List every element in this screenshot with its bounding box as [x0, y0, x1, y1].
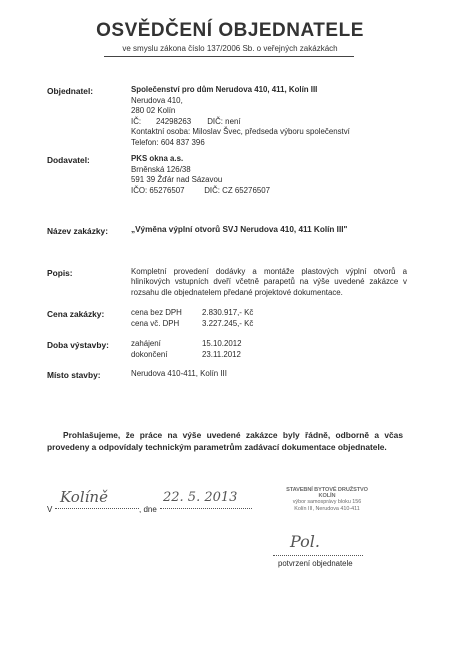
objednatel-city: 280 02 Kolín [131, 106, 176, 116]
confirm-label: potvrzení objednatele [278, 559, 353, 568]
doba-row [131, 339, 242, 350]
cena-row [131, 308, 253, 319]
date-dotted-line [160, 508, 252, 509]
declaration-text: Prohlašujeme, že práce na výše uvedené zakázce byly řádně, odborně a včas provedeny a odpovídaly technickým parametrům zadávací dokumentace objednatele. [47, 430, 403, 452]
cena-row-value: 2.830.917,- Kč [202, 308, 254, 317]
dodavatel-dic: DIČ: CZ 65276507 [204, 185, 270, 195]
misto-value: Nerudova 410-411, Kolín III [131, 369, 227, 378]
objednatel-ic-label: IČ: [131, 116, 142, 126]
doba-label: Doba výstavby: [47, 340, 109, 350]
objednatel-name: Společenství pro dům Nerudova 410, 411, Kolín III [131, 85, 318, 94]
objednatel-dic: DIČ: není [207, 116, 241, 126]
zakazka-value: „Výměna výplní otvorů SVJ Nerudova 410, 411 Kolín III" [131, 225, 348, 234]
title-underline [104, 56, 354, 57]
cena-row-value: 3.227.245,- Kč [202, 318, 254, 328]
misto-label: Místo stavby: [47, 370, 101, 380]
cena-row-name: cena vč. DPH [131, 318, 180, 328]
doba-row-name: dokončení [131, 349, 168, 359]
dodavatel-ids [131, 186, 270, 197]
objednatel-street: Nerudova 410, [131, 95, 183, 105]
zakazka-label: Název zakázky: [47, 226, 108, 236]
objednatel-ids [131, 117, 350, 128]
dodavatel-block [131, 154, 270, 196]
stamp-line: výbor samosprávy bloku 156 [292, 499, 362, 505]
dodavatel-street: Brněnská 126/38 [131, 164, 191, 174]
cena-row-name: cena bez DPH [131, 308, 182, 317]
document-subtitle: ve smyslu zákona číslo 137/2006 Sb. o veřejných zakázkách [122, 44, 338, 53]
stamp-line: Kolín III, Nerudova 410-411 [294, 506, 360, 512]
objednatel-contact: Kontaktní osoba: Miloslav Švec, předseda výboru společenství [131, 127, 350, 137]
doba-row-name: zahájení [131, 339, 161, 348]
v-label: V [47, 505, 53, 514]
cena-label: Cena zakázky: [47, 309, 105, 319]
cena-block [131, 308, 253, 329]
dne-label: , dne [139, 505, 157, 514]
objednatel-phone: Telefon: 604 837 396 [131, 137, 205, 147]
dodavatel-ico: IČO: 65276507 [131, 185, 185, 195]
doba-block [131, 339, 242, 360]
place-handwritten: Kolíně [60, 488, 108, 506]
doba-row-value: 23.11.2012 [202, 349, 241, 359]
confirm-dotted-line [273, 555, 363, 556]
doba-row [131, 350, 242, 361]
dodavatel-label: Dodavatel: [47, 155, 90, 165]
dodavatel-city: 591 39 Žďár nad Sázavou [131, 175, 223, 185]
popis-value: Kompletní provedení dodávky a montáže plastových výplní otvorů a hliníkových vstupních dveří včetně parapetů na výše uvedené zakázce v rozsahu dle objednatelem předané projektové dokumentace. [131, 267, 407, 297]
objednatel-ic-value: 24298263 [156, 116, 192, 126]
organization-stamp [277, 487, 377, 513]
popis-label: Popis: [47, 268, 73, 278]
doba-row-value: 15.10.2012 [202, 339, 242, 348]
cena-row [131, 319, 253, 330]
date-handwritten: 22. 5. 2013 [163, 490, 238, 505]
stamp-line: STAVEBNÍ BYTOVÉ DRUŽSTVO KOLÍN [286, 487, 368, 499]
signature-initials: Pol. [290, 532, 320, 551]
objednatel-block [131, 85, 350, 149]
objednatel-label: Objednatel: [47, 86, 94, 96]
place-dotted-line [55, 508, 139, 509]
document-title: OSVĚDČENÍ OBJEDNATELE [96, 20, 364, 41]
dodavatel-name: PKS okna a.s. [131, 154, 184, 163]
